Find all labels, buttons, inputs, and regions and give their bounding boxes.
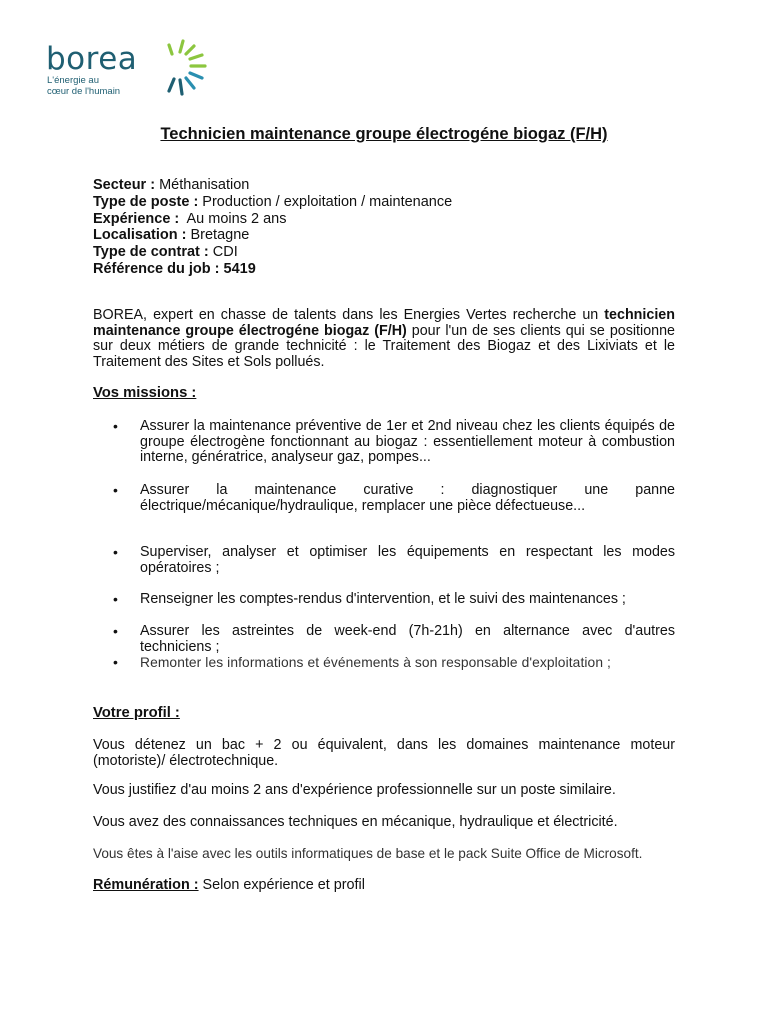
profile-paragraph: Vous avez des connaissances techniques en mécanique, hydraulique et électricité. [93,814,618,830]
mission-text: Renseigner les comptes-rendus d'intervention, et le suivi des maintenances ; [140,591,626,607]
bullet-icon: • [113,623,118,639]
info-experience: Expérience : Au moins 2 ans [93,210,287,227]
profile-paragraph: Vous détenez un bac + 2 ou équivalent, dans les domaines maintenance moteur (motoriste)/ électrotechnique. [93,737,675,769]
missions-heading: Vos missions : [93,385,197,401]
mission-text: Assurer la maintenance curative : diagnostiquer une panne électrique/mécanique/hydraulique, remplacer une pièce défectueuse... [140,482,675,514]
mission-text: Assurer la maintenance préventive de 1er et 2nd niveau chez les clients équipés de groupe électrogène fonctionnant au biogaz : essentiellement moteur à combustion interne, génératrice, analyseur gaz, pompes... [140,418,675,466]
mission-item [113,592,675,608]
info-location: Localisation : Bretagne [93,227,250,244]
mission-text: Remonter les informations et événements à son responsable d'exploitation ; [140,655,611,670]
intro-paragraph: BOREA, expert en chasse de talents dans les Energies Vertes recherche un technicien maintenance groupe électrogéne biogaz (F/H) pour l'un de ses clients qui se positionne sur deux métiers de grande technicité : le Traitement des Biogaz et des Lixiviats et le Traitement des Sites et Sols pollués. [93,307,675,370]
bullet-icon: • [113,418,118,434]
remuneration-line [93,877,365,894]
mission-item [113,545,675,577]
profile-heading: Votre profil : [93,705,180,721]
sun-rays-icon [142,38,218,100]
mission-item [113,419,675,467]
info-sector: Secteur : Méthanisation [93,177,250,193]
profile-paragraph: Vous êtes à l'aise avec les outils informatiques de base et le pack Suite Office de Microsoft. [93,846,643,861]
profile-paragraph: Vous justifiez d'au moins 2 ans d'expérience professionnelle sur un poste similaire. [93,782,616,798]
remuneration-value: Selon expérience et profil [198,877,365,893]
mission-text: Superviser, analyser et optimiser les équipements en respectant les modes opératoires ; [140,544,675,576]
bullet-icon: • [113,591,118,607]
bullet-icon: • [113,544,118,560]
bullet-icon: • [113,482,118,498]
logo-wordmark: borea [46,41,138,77]
info-position-type: Type de poste : Production / exploitation / maintenance [93,193,453,210]
mission-text: Assurer les astreintes de week-end (7h-21h) en alternance avec d'autres techniciens ; [140,623,675,655]
job-title: Technicien maintenance groupe électrogéne biogaz (F/H) [160,125,608,143]
mission-item [113,483,675,515]
mission-item [113,655,675,671]
bullet-icon: • [113,654,118,670]
mission-item [113,623,675,655]
info-contract-type: Type de contrat : CDI [93,244,238,261]
remuneration-label: Rémunération : [93,877,199,893]
borea-logo [46,38,176,100]
job-info-block [93,177,452,278]
logo-tagline-line2: cœur de l'humain [47,86,121,97]
logo-tagline-line1: L'énergie au [47,75,99,86]
info-job-reference: Référence du job : 5419 [93,260,256,277]
